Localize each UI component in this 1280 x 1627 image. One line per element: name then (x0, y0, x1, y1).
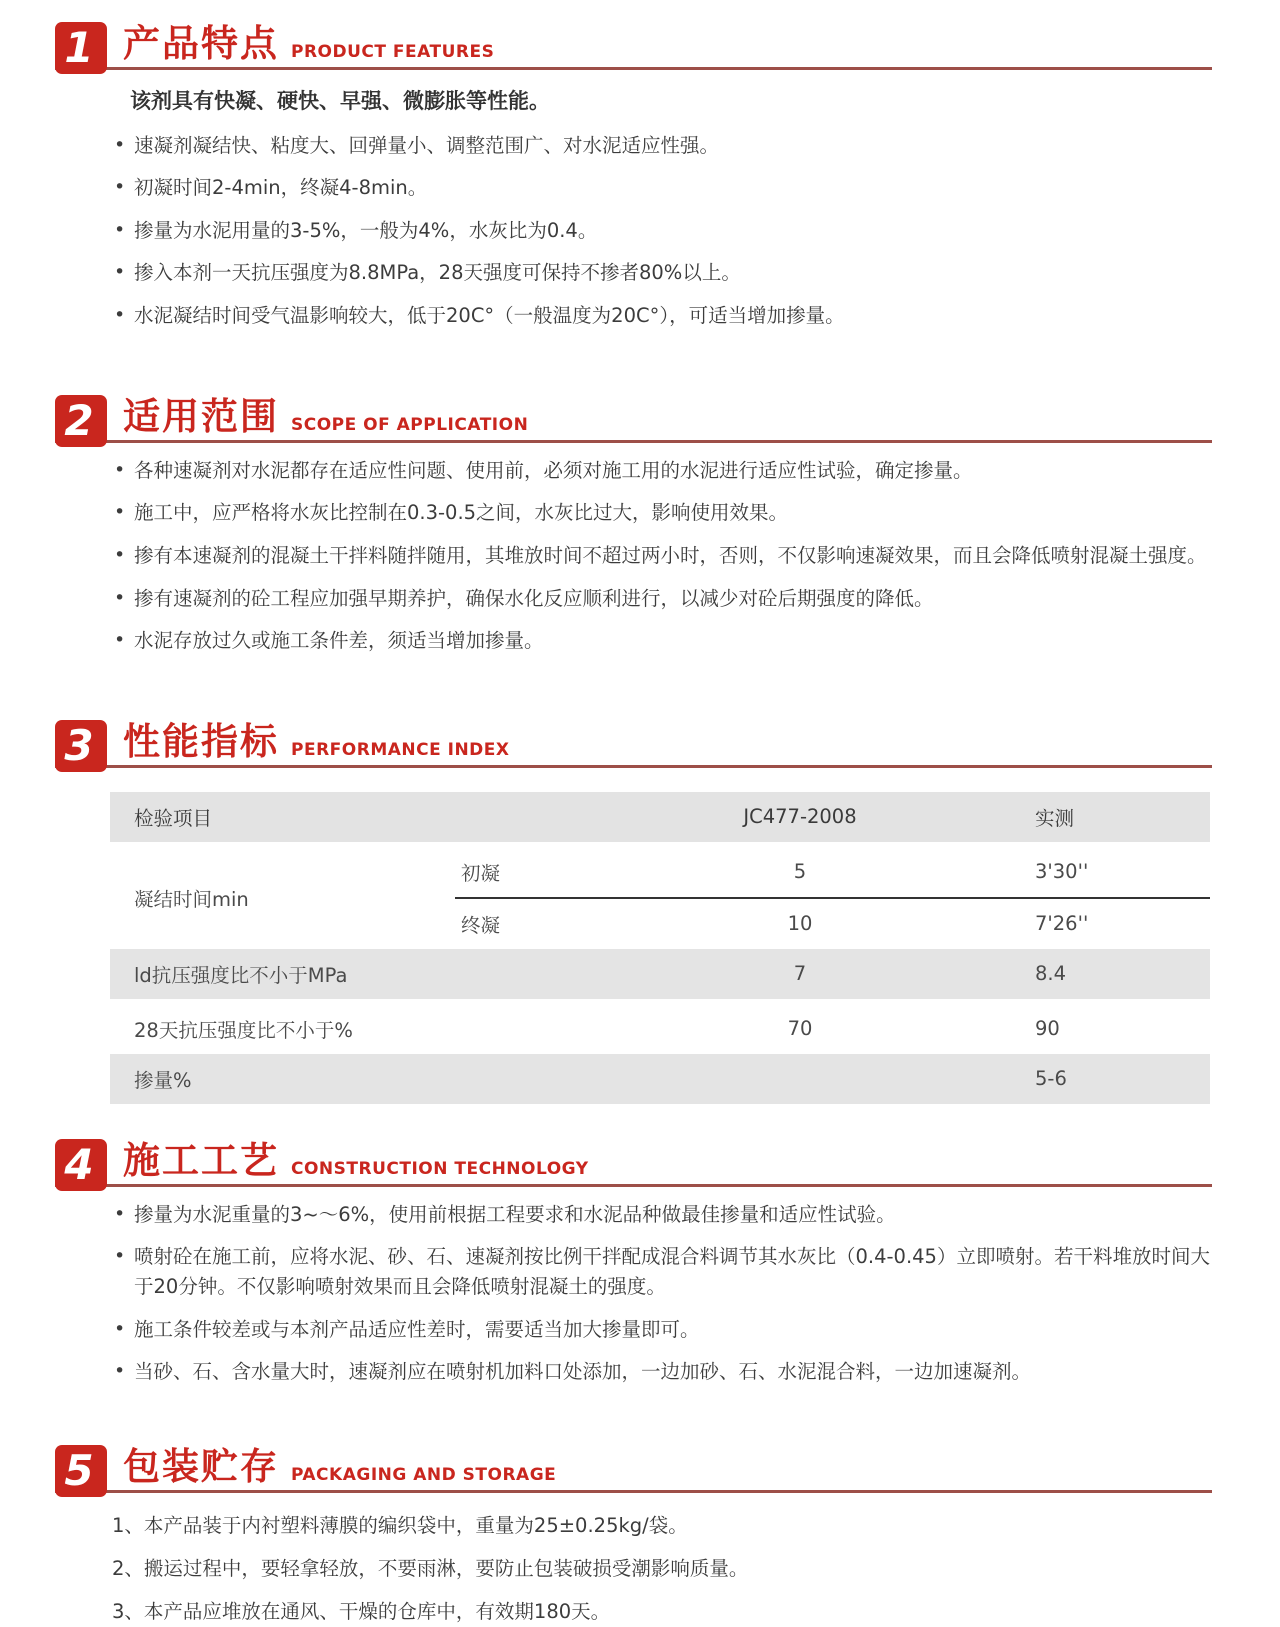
cell-standard: 5 (615, 844, 985, 898)
list-item: • 初凝时间2-4min，终凝4-8min。 (114, 173, 1210, 203)
section-4-header (55, 1139, 1212, 1187)
cell-sub: 初凝 (455, 844, 615, 898)
table-header-cell: JC477-2008 (615, 792, 985, 845)
list-item: 1、本产品装于内衬塑料薄膜的编织袋中，重量为25±0.25kg/袋。 (112, 1513, 688, 1537)
table-header-row (110, 792, 1210, 845)
section-title-en: PERFORMANCE INDEX (291, 739, 510, 760)
list-item: • 水泥凝结时间受气温影响较大，低于20C°（一般温度为20C°），可适当增加掺量。 (114, 301, 1210, 331)
cell-measured: 5-6 (985, 1054, 1210, 1107)
section-title-zh: 产品特点 (123, 22, 279, 66)
cell-item: 28天抗压强度比不小于% (134, 1018, 353, 1042)
list-item: • 速凝剂凝结快、粘度大、回弹量小、调整范围广、对水泥适应性强。 (114, 131, 1210, 161)
section-1-number-badge (55, 22, 107, 74)
list-item: • 各种速凝剂对水泥都存在适应性问题、使用前，必须对施工用的水泥进行适应性试验，确定掺量。 (114, 456, 1210, 486)
cell-item: 凝结时间min (134, 887, 249, 911)
features-intro: 该剂具有快凝、硬快、早强、微膨胀等性能。 (130, 89, 550, 113)
section-performance-index (0, 720, 1280, 1109)
list-item: • 掺有本速凝剂的混凝土干拌料随拌随用，其堆放时间不超过两小时，否则，不仅影响速凝效果，而且会降低喷射混凝土强度。 (114, 541, 1210, 571)
list-item: • 施工条件较差或与本剂产品适应性差时，需要适当加大掺量即可。 (114, 1315, 1210, 1345)
section-number: 2 (64, 395, 94, 445)
table-row (110, 949, 1210, 1002)
section-title-en: SCOPE OF APPLICATION (291, 414, 529, 435)
section-title-zh: 性能指标 (123, 720, 279, 764)
list-item: • 掺入本剂一天抗压强度为8.8MPa，28天强度可保持不掺者80%以上。 (114, 258, 1210, 288)
cell-sub: 终凝 (461, 913, 501, 937)
cell-item: 掺量% (110, 1054, 455, 1107)
table-header-cell: 实测 (985, 792, 1210, 845)
table-header-cell (455, 792, 615, 845)
cell-sub (455, 949, 615, 1002)
cell-standard (615, 1054, 985, 1107)
list-item: • 水泥存放过久或施工条件差，须适当增加掺量。 (114, 626, 1210, 656)
section-5-header (55, 1445, 1212, 1493)
list-item: 2、搬运过程中，要轻拿轻放，不要雨淋，要防止包装破损受潮影响质量。 (112, 1557, 749, 1581)
section-number: 4 (64, 1139, 94, 1189)
construction-bullet-list (114, 1200, 1210, 1387)
table-row (110, 1001, 1210, 1054)
section-1-header (55, 22, 1212, 70)
section-scope-of-application (0, 395, 1280, 656)
table-header-cell: 检验项目 (110, 792, 455, 845)
section-number: 3 (64, 720, 94, 770)
cell-sub (455, 1054, 615, 1107)
section-number: 5 (64, 1445, 94, 1495)
section-title-zh: 包装贮存 (123, 1445, 279, 1489)
section-number: 1 (64, 23, 94, 72)
list-item: • 喷射砼在施工前，应将水泥、砂、石、速凝剂按比例干拌配成混合料调节其水灰比（0.4-0.45）立即喷射。若干料堆放时间大于20分钟。不仅影响喷射效果而且会降低喷射混凝土的强度。 (114, 1242, 1210, 1301)
list-item: • 掺量为水泥用量的3-5%，一般为4%，水灰比为0.4。 (114, 216, 1210, 246)
list-item: 3、本产品应堆放在通风、干燥的仓库中，有效期180天。 (112, 1600, 611, 1624)
packaging-numbered-list (112, 1511, 1210, 1627)
section-2-header (55, 395, 1212, 443)
cell-measured: 8.4 (985, 949, 1210, 1002)
cell-standard: 10 (787, 912, 813, 936)
table-row (110, 844, 1210, 898)
section-title-zh: 适用范围 (123, 394, 279, 438)
features-bullet-list (114, 131, 1210, 331)
list-item: • 掺有速凝剂的砼工程应加强早期养护，确保水化反应顺利进行，以减少对砼后期强度的降低。 (114, 584, 1210, 614)
cell-measured: 90 (1035, 1017, 1060, 1041)
section-title-en: CONSTRUCTION TECHNOLOGY (291, 1158, 589, 1179)
section-construction-technology (0, 1139, 1280, 1387)
cell-standard: 7 (615, 949, 985, 1002)
section-title-zh: 施工工艺 (123, 1139, 279, 1183)
list-item: • 施工中，应严格将水灰比控制在0.3-0.5之间，水灰比过大，影响使用效果。 (114, 498, 1210, 528)
section-2-number-badge (55, 395, 107, 447)
section-product-features (0, 22, 1280, 331)
cell-item: ld抗压强度比不小于MPa (110, 949, 455, 1002)
section-packaging-storage (0, 1445, 1280, 1627)
cell-measured: 3'30'' (985, 844, 1210, 898)
section-5-number-badge (55, 1445, 107, 1497)
section-title-en: PACKAGING AND STORAGE (291, 1464, 557, 1485)
section-title-en: PRODUCT FEATURES (291, 42, 495, 62)
list-item: • 当砂、石、含水量大时，速凝剂应在喷射机加料口处添加，一边加砂、石、水泥混合料，一边加速凝剂。 (114, 1357, 1210, 1387)
list-item: • 掺量为水泥重量的3~～6%，使用前根据工程要求和水泥品种做最佳掺量和适应性试验。 (114, 1200, 1210, 1230)
section-3-header (55, 720, 1212, 768)
cell-measured: 7'26'' (1035, 912, 1089, 936)
cell-standard: 70 (787, 1017, 813, 1041)
cell-sub (455, 1001, 615, 1054)
section-4-number-badge (55, 1139, 107, 1191)
performance-table (110, 792, 1210, 1109)
table-row (110, 1054, 1210, 1107)
section-3-number-badge (55, 720, 107, 772)
scope-bullet-list (114, 456, 1210, 656)
